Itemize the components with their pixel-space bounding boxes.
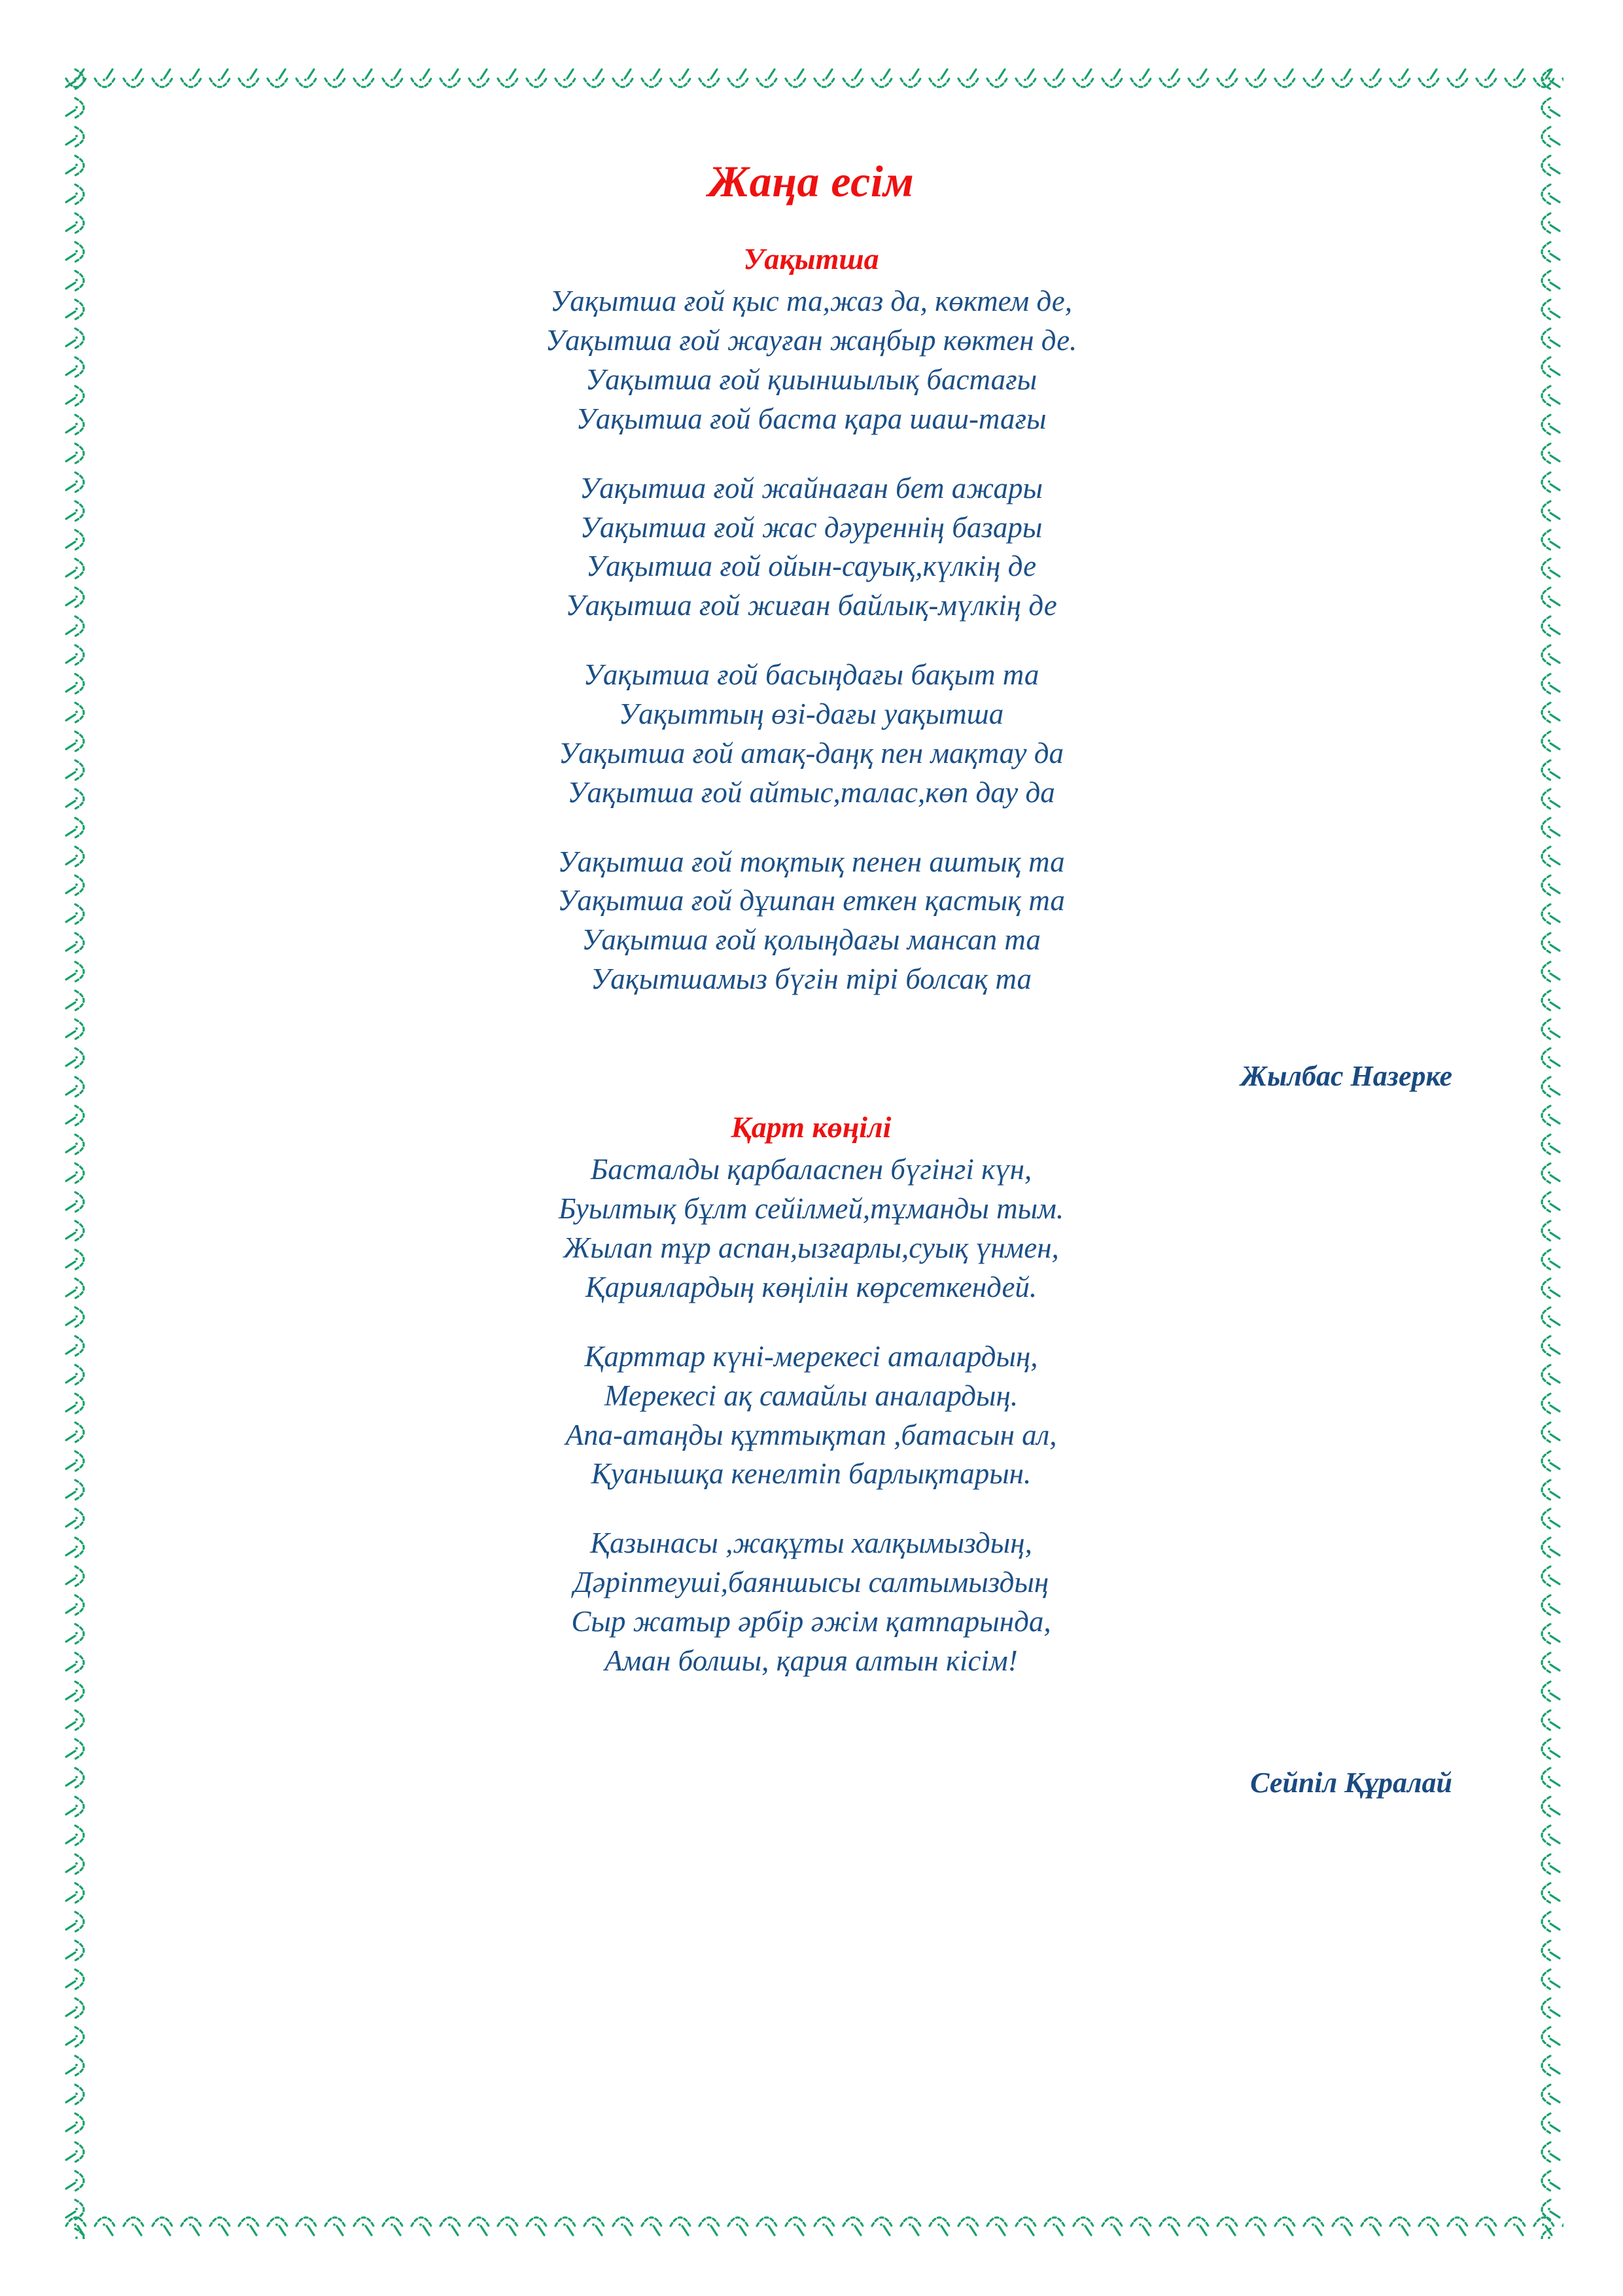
- poem-line: Уақытша ғой дұшпан еткен қастық та: [557, 884, 1065, 917]
- poem-line: Уақытша ғой баста қара шаш-тағы: [576, 402, 1047, 435]
- poem-author-2: Сейпіл Құралай: [1250, 1766, 1452, 1799]
- border-right-edge: [1535, 65, 1563, 2239]
- poem-line: Уақытша ғой жауған жаңбыр көктен де.: [545, 324, 1077, 357]
- poem-line: Уақытша ғой тоқтық пенен аштық та: [557, 845, 1065, 878]
- poem-line: Уақыттың өзі-дағы уақытша: [618, 697, 1004, 730]
- poem-block-1: [98, 243, 1524, 1093]
- stanza: [98, 656, 1524, 812]
- border-top-edge: [62, 65, 1563, 94]
- poem-block-2: [98, 1111, 1524, 1799]
- poem-line: Уақытша ғой жиған байлық-мүлкің де: [565, 589, 1057, 622]
- poem-line: Басталды қарбаласпен бүгінгі күн,: [590, 1153, 1032, 1186]
- poem-author-1: Жылбас Назерке: [1240, 1059, 1452, 1092]
- stanza: [98, 282, 1524, 438]
- border-bottom-edge: [62, 2210, 1563, 2239]
- border-left-edge: [62, 65, 91, 2239]
- stanza: [98, 1150, 1524, 1307]
- stanza: [98, 1524, 1524, 1680]
- poem-line: Мерекесі ақ самайлы аналардың.: [604, 1379, 1019, 1412]
- poem-line: Уақытша ғой атақ-даңқ пен мақтау да: [558, 736, 1064, 769]
- poem-line: Уақытша ғой басыңдағы бақыт та: [583, 658, 1039, 692]
- poem-line: Қазынасы ,жақұты халқымыздың,: [590, 1527, 1032, 1560]
- poem-line: Сыр жатыр әрбір әжім қатпарында,: [571, 1604, 1051, 1638]
- poem-line: Дәріптеуші,баяншысы салтымыздың: [573, 1566, 1049, 1599]
- poem-line: Апа-атаңды құттықтап ,батасын ал,: [565, 1418, 1057, 1451]
- poem-line: Уақытша ғой қолыңдағы мансап та: [582, 923, 1041, 957]
- poem-line: Буылтық бұлт сейілмей,тұманды тым.: [558, 1192, 1064, 1226]
- poem-line: Қариялардың көңілін көрсеткендей.: [585, 1271, 1038, 1304]
- poem-line: Қарттар күні-мерекесі аталардың,: [584, 1339, 1038, 1373]
- poem-line: Уақытша ғой жас дәуреннің базары: [580, 510, 1043, 544]
- page-title: Жаңа есім: [708, 156, 915, 206]
- poem-line: Уақытша ғой қиыншылық бастағы: [585, 363, 1038, 397]
- poem-line: Уақытша ғой қыс та,жаз да, көктем де,: [550, 285, 1073, 318]
- poem-line: Уақытшамыз бүгін тірі болсақ та: [590, 963, 1032, 996]
- poem-line: Қуанышқа кенелтіп барлықтарын.: [591, 1457, 1032, 1491]
- stanza: [98, 843, 1524, 999]
- stanza: [98, 1337, 1524, 1494]
- poem-line: Аман болшы, қария алтын кісім!: [604, 1644, 1018, 1677]
- page-content: [98, 98, 1524, 1799]
- stanza: [98, 469, 1524, 626]
- poem-heading-1: Уақытша: [743, 241, 879, 275]
- poem-line: Уақытша ғой жайнаған бет ажары: [579, 471, 1043, 504]
- poem-line: Жылап тұр аспан,ызғарлы,суық үнмен,: [563, 1231, 1059, 1265]
- poem-heading-2: Қарт көңілі: [731, 1110, 892, 1144]
- poem-line: Уақытша ғой айтыс,талас,көп дау да: [567, 775, 1055, 809]
- poem-line: Уақытша ғой ойын-сауық,күлкің де: [585, 550, 1037, 583]
